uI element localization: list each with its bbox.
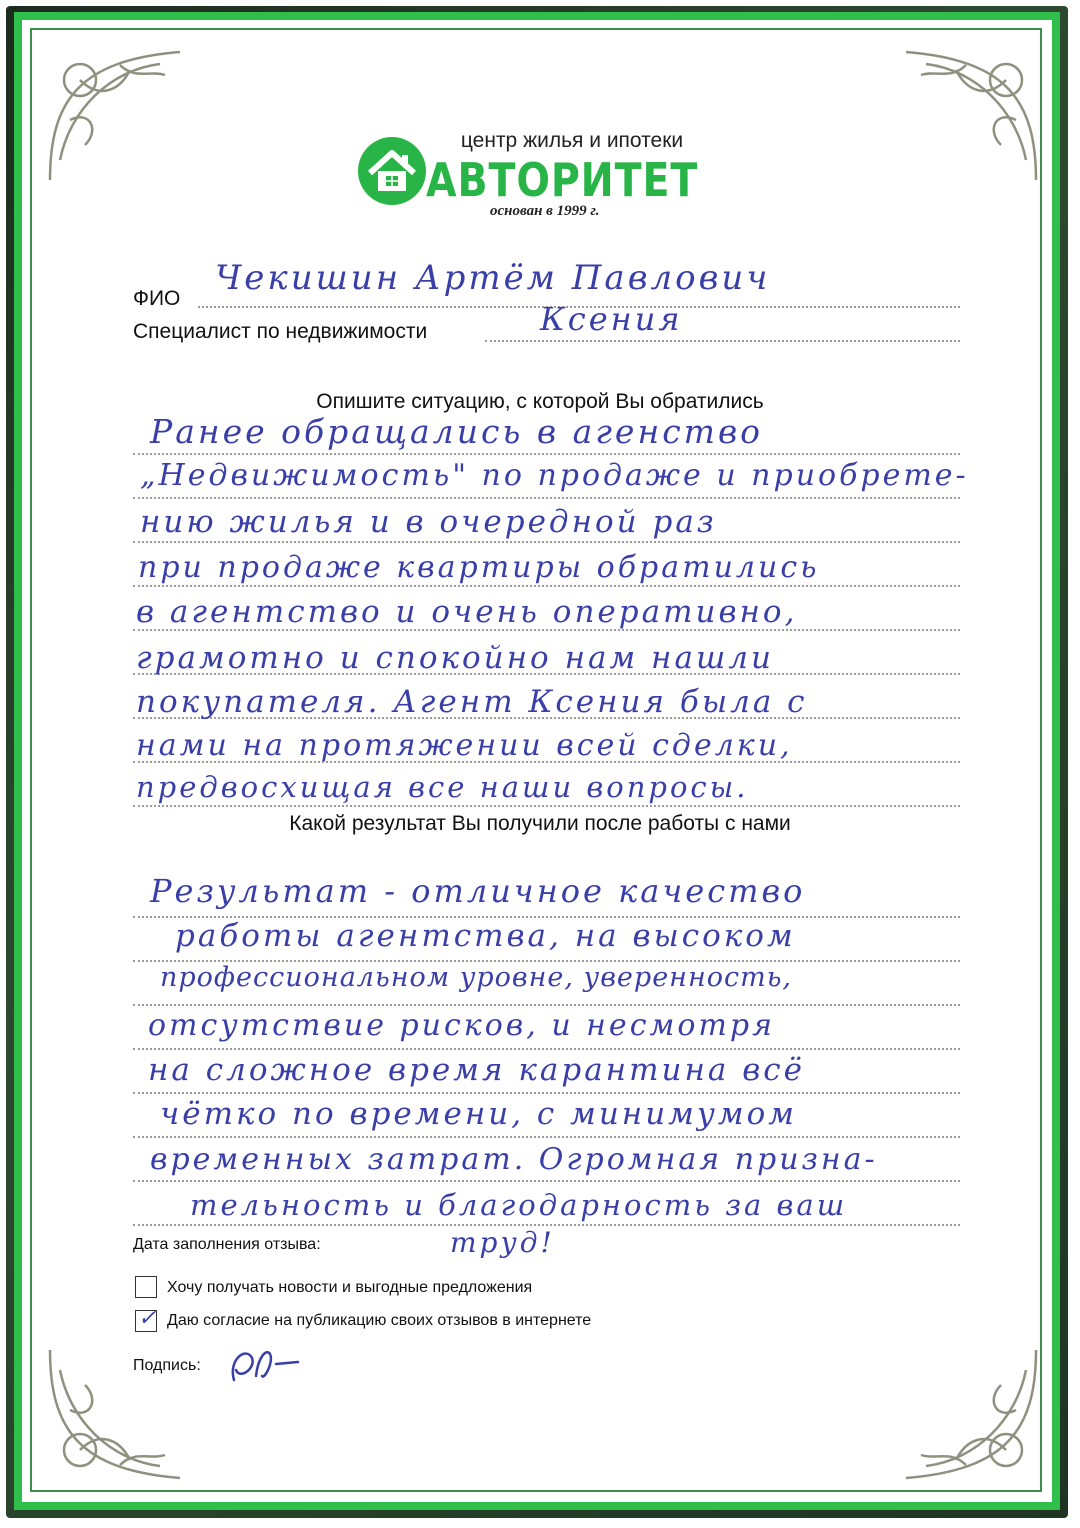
result-text-line: на сложное время карантина всё [148, 1052, 805, 1088]
result-line [133, 1136, 960, 1138]
fio-label: ФИО [133, 287, 181, 310]
situation-line [133, 805, 960, 807]
company-founded: основан в 1999 г. [490, 203, 600, 219]
result-text-line: профессиональном уровне, уверенность, [160, 962, 793, 993]
situation-line [133, 497, 960, 499]
result-text-line: чётко по времени, с минимумом [160, 1096, 797, 1132]
situation-text-line: грамотно и спокойно нам нашли [136, 640, 775, 676]
result-line [133, 1048, 960, 1050]
situation-text-line: в агентство и очень оперативно, [136, 594, 798, 630]
result-line [133, 1092, 960, 1094]
situation-text-line: Ранее обращались в агенство [150, 412, 764, 451]
specialist-label: Специалист по недвижимости [133, 320, 428, 343]
newsletter-label: Хочу получать новости и выгодные предложения [167, 1279, 533, 1296]
situation-text-line: нию жилья и в очередной раз [140, 504, 717, 540]
situation-text-line: при продаже квартиры обратились [138, 550, 820, 585]
newsletter-checkbox[interactable] [135, 1276, 157, 1298]
company-tagline: центр жилья и ипотеки [460, 129, 684, 152]
house-icon [356, 135, 428, 207]
company-brand: АВТОРИТЕТ [426, 153, 699, 207]
situation-text-line: нами на протяжении всей сделки, [136, 728, 793, 763]
situation-text-line: покупателя. Агент Ксения была с [136, 684, 808, 720]
result-text-line: тельность и благодарность за ваш [190, 1188, 848, 1222]
consent-label: Даю согласие на публикацию своих отзывов в интернете [167, 1312, 592, 1329]
situation-text-line: „Недвижимость" по продаже и приобрете- [140, 458, 969, 493]
situation-title: Опишите ситуацию, с которой Вы обратились [316, 390, 764, 413]
result-text-line: Результат - отличное качество [150, 872, 806, 910]
ornament-corner-bottom-right-icon [896, 1340, 1046, 1490]
situation-line [133, 585, 960, 587]
fio-value: Чекишин Артём Павлович [215, 258, 771, 298]
specialist-value: Ксения [540, 300, 683, 338]
result-line [133, 1180, 960, 1182]
consent-checkmark-icon: ✓ [138, 1306, 157, 1331]
result-line [133, 1004, 960, 1006]
result-text-line: отсутствие рисков, и несмотря [148, 1008, 775, 1043]
situation-line [133, 541, 960, 543]
ornament-corner-top-right-icon [896, 40, 1046, 190]
result-title: Какой результат Вы получили после работы с нами [289, 812, 791, 835]
company-header [340, 125, 720, 235]
date-label: Дата заполнения отзыва: [133, 1236, 321, 1253]
specialist-line [485, 340, 960, 342]
handwritten-signature-icon [226, 1340, 316, 1390]
result-text-line: труд! [450, 1226, 555, 1259]
ornament-corner-top-left-icon [40, 40, 190, 190]
result-text-line: временных затрат. Огромная призна- [150, 1142, 878, 1177]
situation-text-line: предвосхищая все наши вопросы. [136, 770, 749, 804]
result-text-line: работы агентства, на высоком [175, 918, 796, 954]
signature-label: Подпись: [133, 1357, 201, 1374]
situation-line [133, 453, 960, 455]
